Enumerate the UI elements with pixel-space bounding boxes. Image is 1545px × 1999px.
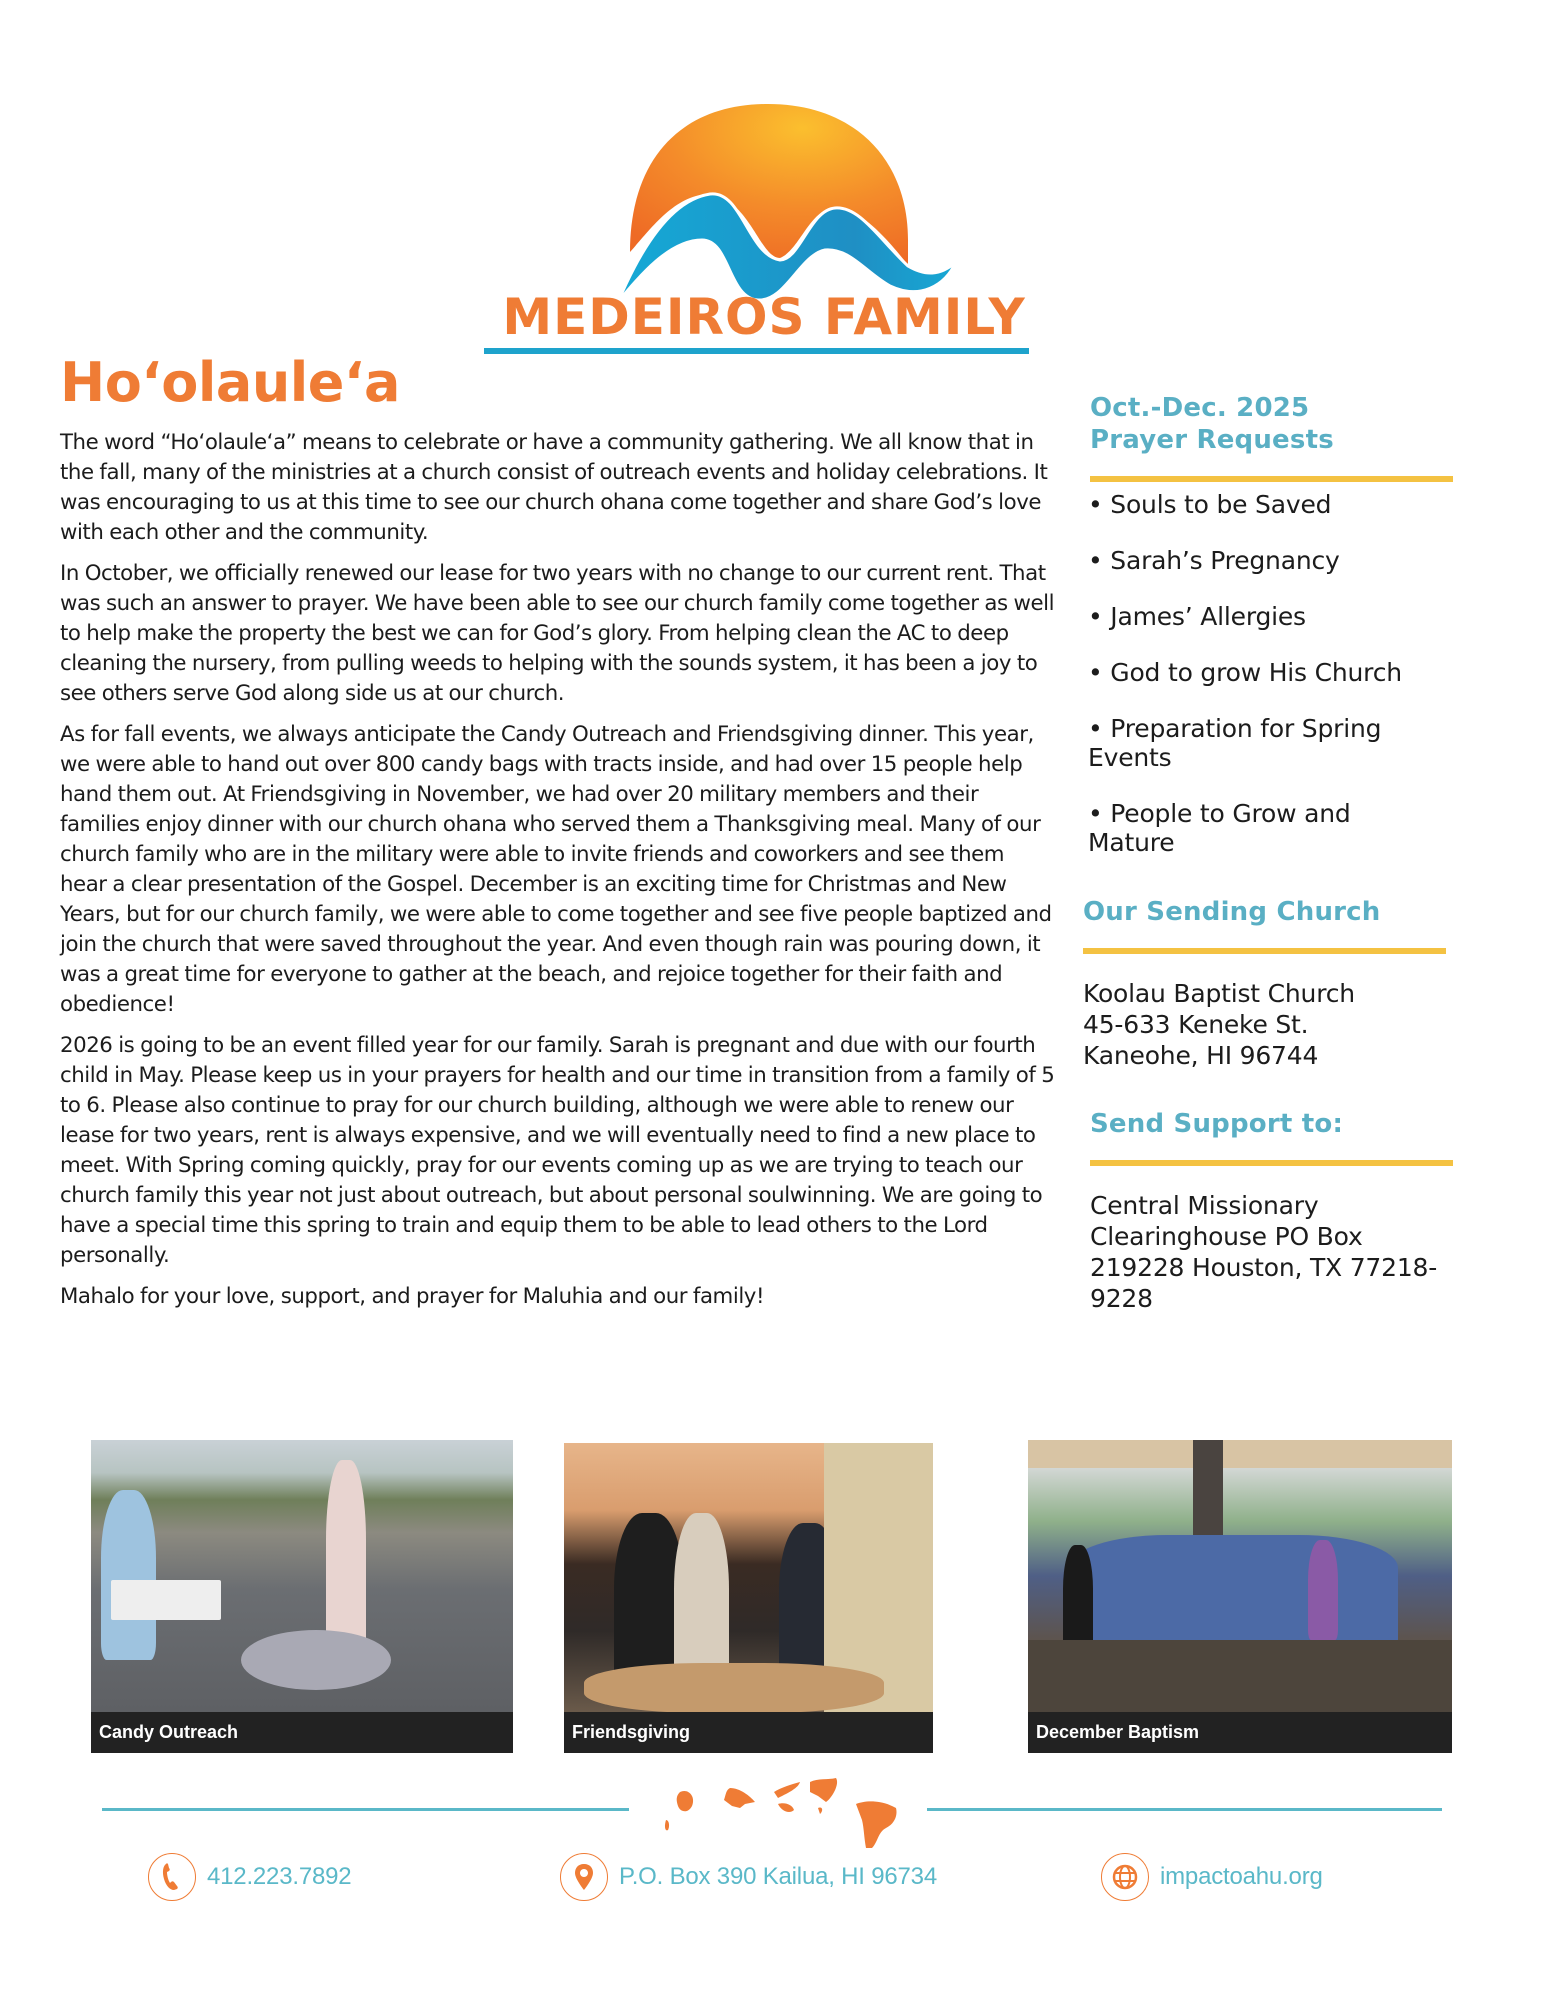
contact-website[interactable] xyxy=(1101,1851,1323,1903)
article-paragraph: 2026 is going to be an event filled year for our family. Sarah is pregnant and due with our fourth child in May. Please keep us in your prayers for health and our time in transition from a family of 5 to 6. Please also continue to pray for our church building, although we were able to renew our lease for two years, rent is always expensive, and we will eventually need to find a new place to meet. With Spring coming quickly, pray for our events coming up as we are trying to teach our church family this year not just about outreach, but about personal soulwinning. We are going to have a special time this spring to train and equip them to be able to lead others to the Lord personally. xyxy=(60,1033,1055,1268)
photo-caption: December Baptism xyxy=(1028,1712,1452,1753)
prayer-item: • People to Grow and Mature xyxy=(1088,799,1351,857)
prayer-heading-period: Oct.-Dec. 2025 xyxy=(1090,393,1310,423)
support-address xyxy=(1090,1190,1437,1314)
article-paragraph: In October, we officially renewed our lease for two years with no change to our current rent. That was such an answer to prayer. We have been able to see our church family come together as well to help make the property the best we can for God’s glory. From helping clean the AC to deep cleaning the nursery, from pulling weeds to helping with the sounds system, it has been a joy to see others serve God along side us at our church. xyxy=(60,561,1055,706)
candy-outreach-image xyxy=(91,1440,513,1712)
photo-friendsgiving xyxy=(564,1443,933,1753)
article-title: Hoʻolauleʻa xyxy=(60,351,400,414)
prayer-requests-list xyxy=(1088,490,1468,884)
contact-phone[interactable] xyxy=(148,1851,351,1903)
sending-church-heading: Our Sending Church xyxy=(1083,897,1381,927)
support-address-line: Clearinghouse PO Box xyxy=(1090,1222,1363,1251)
prayer-requests-heading xyxy=(1090,392,1334,456)
article-paragraph: Mahalo for your love, support, and prayer for Maluhia and our family! xyxy=(60,1284,765,1309)
support-address-line: 9228 xyxy=(1090,1284,1153,1313)
church-street: 45-633 Keneke St. xyxy=(1083,1010,1309,1039)
church-city: Kaneohe, HI 96744 xyxy=(1083,1041,1319,1070)
prayer-item: • James’ Allergies xyxy=(1088,602,1306,631)
sending-church-address xyxy=(1083,978,1355,1071)
article-paragraph: The word “Hoʻolauleʻa” means to celebrate or have a community gathering. We all know that in the fall, many of the ministries at a church consist of outreach events and holiday celebrations. It was encouraging to us at this time to see our church ohana come together and share God’s love with each other and the community. xyxy=(60,430,1048,545)
support-address-line: Central Missionary xyxy=(1090,1191,1319,1220)
prayer-heading-title: Prayer Requests xyxy=(1090,425,1334,455)
prayer-item: • Preparation for Spring Events xyxy=(1088,714,1382,772)
friendsgiving-image xyxy=(564,1443,933,1712)
church-name: Koolau Baptist Church xyxy=(1083,979,1355,1008)
heading-rule xyxy=(1090,476,1453,482)
photo-december-baptism xyxy=(1028,1440,1452,1753)
prayer-item: • God to grow His Church xyxy=(1088,658,1402,687)
hawaiian-islands-icon xyxy=(660,1770,900,1850)
article-paragraph: As for fall events, we always anticipate the Candy Outreach and Friendsgiving dinner. This year, we were able to hand out over 800 candy bags with tracts inside, and had over 15 people help hand them out. At Friendsgiving in November, we had over 20 military members and their families enjoy dinner with our church ohana who served them a Thanksgiving meal. Many of our church family who are in the military were able to invite friends and coworkers and see them hear a clear presentation of the Gospel. December is an exciting time for Christmas and New Years, but for our church family, we were able to come together and see five people baptized and join the church that were saved throughout the year. And even though rain was pouring down, it was a great time for everyone to gather at the beach, and rejoice together for their faith and obedience! xyxy=(60,722,1052,1017)
heading-rule xyxy=(1090,1160,1453,1166)
logo-underline xyxy=(484,348,1029,354)
prayer-item: • Sarah’s Pregnancy xyxy=(1088,546,1340,575)
support-address-line: 219228 Houston, TX 77218- xyxy=(1090,1253,1438,1282)
heading-rule xyxy=(1083,948,1446,954)
footer-divider-left xyxy=(102,1808,629,1811)
prayer-item: • Souls to be Saved xyxy=(1088,490,1332,519)
globe-icon xyxy=(1101,1853,1149,1901)
phone-icon xyxy=(148,1853,196,1901)
send-support-heading: Send Support to: xyxy=(1090,1109,1344,1139)
december-baptism-image xyxy=(1028,1440,1452,1712)
photo-candy-outreach xyxy=(91,1440,513,1753)
map-pin-icon xyxy=(560,1853,608,1901)
footer-divider-right xyxy=(927,1808,1442,1811)
article-body xyxy=(60,428,1055,1323)
mailing-address: P.O. Box 390 Kailua, HI 96734 xyxy=(619,1863,937,1890)
website-link[interactable]: impactoahu.org xyxy=(1160,1863,1323,1890)
photo-caption: Friendsgiving xyxy=(564,1712,933,1753)
phone-number[interactable]: 412.223.7892 xyxy=(207,1863,352,1890)
logo-wordmark: MEDEIROS FAMILY xyxy=(502,288,1026,346)
contact-address xyxy=(560,1851,937,1903)
photo-caption: Candy Outreach xyxy=(91,1712,513,1753)
